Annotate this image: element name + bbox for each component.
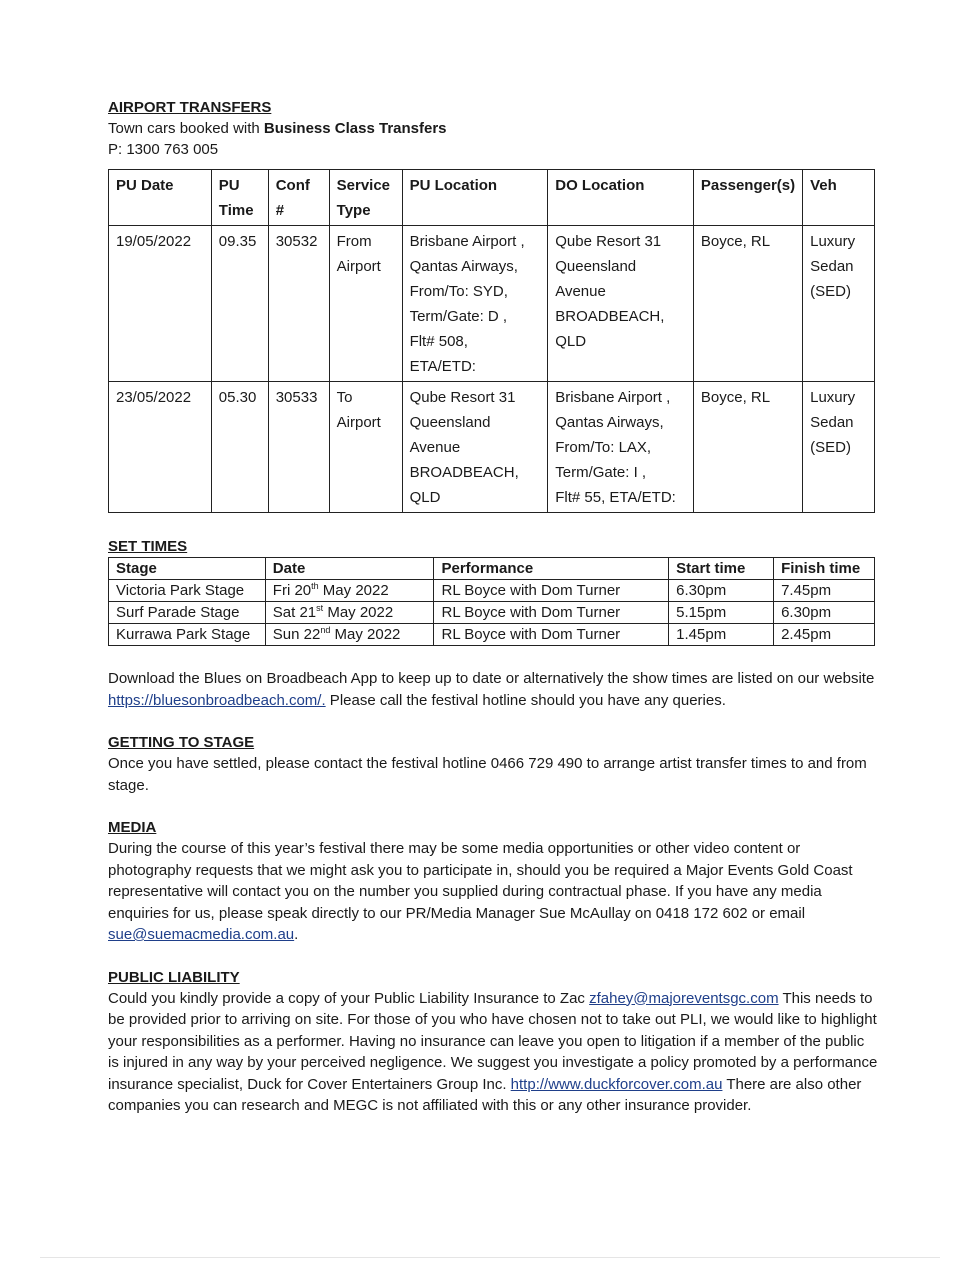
public-liability-text: Could you kindly provide a copy of your Public Liability Insurance to Zac zfahey@majoreventsgc.com This needs to be provided prior to arriving on site. For those of you who have chosen not to take out PLI, we would like to highlight your responsibilities as a performer. Having no insurance can leave you open to litigation if a member of the public is injured in any way by your perceived negligence. We suggest you investigate a policy promoted by a performance insurance specialist, Duck for Cover Entertainers Group Inc. http://www.duckforcover.com.au There are also other companies you can research and MEGC is not affiliated with this or any other insurance provider. (108, 989, 878, 1114)
table-row (109, 580, 875, 602)
duck-for-cover-link[interactable]: http://www.duckforcover.com.au (510, 1075, 723, 1093)
pu-location: Qube Resort 31 Queensland Avenue BROADBEACH, QLD (402, 382, 548, 513)
column-header: PU Time (211, 170, 268, 226)
finish-time: 6.30pm (774, 602, 875, 624)
stage: Kurrawa Park Stage (109, 624, 266, 646)
column-header: Performance (434, 558, 669, 580)
finish-time: 7.45pm (774, 580, 875, 602)
column-header: PU Location (402, 170, 548, 226)
page-bottom-divider (40, 1257, 940, 1258)
column-header: DO Location (548, 170, 694, 226)
do-location: Brisbane Airport , Qantas Airways, From/To: LAX, Term/Gate: I , Flt# 55, ETA/ETD: (548, 382, 694, 513)
finish-time: 2.45pm (774, 624, 875, 646)
column-header: Service Type (329, 170, 402, 226)
table-header-row (109, 558, 875, 580)
vehicle: Luxury Sedan (SED) (803, 226, 875, 382)
table-row (109, 226, 875, 382)
column-header: Date (265, 558, 434, 580)
stage: Surf Parade Stage (109, 602, 266, 624)
download-paragraph: Download the Blues on Broadbeach App to keep up to date or alternatively the show times are listed on our website https://bluesonbroadbeach.com/. Please call the festival hotline should you have any queries. (108, 670, 875, 709)
document-page (108, 98, 878, 1117)
column-header: Veh (803, 170, 875, 226)
column-header: PU Date (109, 170, 212, 226)
start-time: 5.15pm (669, 602, 774, 624)
table-row (109, 624, 875, 646)
do-location: Qube Resort 31 Queensland Avenue BROADBEACH, QLD (548, 226, 694, 382)
pu-time: 05.30 (211, 382, 268, 513)
pu-date: 23/05/2022 (109, 382, 212, 513)
performance: RL Boyce with Dom Turner (434, 602, 669, 624)
airport-transfers-table (108, 169, 875, 513)
conf-number: 30533 (268, 382, 329, 513)
getting-to-stage-heading: GETTING TO STAGE (108, 734, 255, 751)
media-text: During the course of this year’s festival there may be some media opportunities or other video content or photography requests that we might ask you to participate in, should you be required a Major Events Gold Coast representative will contact you on the number you supplied during contractual phase. If you have any media enquiries for us, please speak directly to our PR/Media Manager Sue McAullay on 0418 172 602 or email sue@suemacmedia.com.au. (108, 840, 853, 943)
passengers: Boyce, RL (693, 226, 802, 382)
media-section (108, 818, 878, 946)
transfer-company-line: Town cars booked with Business Class Transfers (108, 120, 447, 137)
column-header: Finish time (774, 558, 875, 580)
pu-date: 19/05/2022 (109, 226, 212, 382)
passengers: Boyce, RL (693, 382, 802, 513)
column-header: Passenger(s) (693, 170, 802, 226)
table-header-row (109, 170, 875, 226)
festival-website-link[interactable]: https://bluesonbroadbeach.com/. (108, 691, 326, 709)
conf-number: 30532 (268, 226, 329, 382)
service-type: To Airport (329, 382, 402, 513)
column-header: Start time (669, 558, 774, 580)
public-liability-heading: PUBLIC LIABILITY (108, 968, 240, 986)
liability-email-link[interactable]: zfahey@majoreventsgc.com (589, 989, 779, 1007)
service-type: From Airport (329, 226, 402, 382)
start-time: 6.30pm (669, 580, 774, 602)
getting-to-stage-text: Once you have settled, please contact the festival hotline 0466 729 490 to arrange artist transfer times to and from stage. (108, 755, 867, 794)
start-time: 1.45pm (669, 624, 774, 646)
stage: Victoria Park Stage (109, 580, 266, 602)
vehicle: Luxury Sedan (SED) (803, 382, 875, 513)
pu-time: 09.35 (211, 226, 268, 382)
date: Fri 20th May 2022 (265, 580, 434, 602)
table-row (109, 382, 875, 513)
column-header: Stage (109, 558, 266, 580)
pu-location: Brisbane Airport , Qantas Airways, From/To: SYD, Term/Gate: D , Flt# 508, ETA/ETD: (402, 226, 548, 382)
performance: RL Boyce with Dom Turner (434, 580, 669, 602)
transfer-company-name: Business Class Transfers (263, 120, 447, 137)
set-times-table (108, 557, 875, 646)
date: Sat 21st May 2022 (265, 602, 434, 624)
getting-to-stage-section (108, 733, 878, 796)
transfer-phone: P: 1300 763 005 (108, 141, 219, 158)
date: Sun 22nd May 2022 (265, 624, 434, 646)
media-email-link[interactable]: sue@suemacmedia.com.au (108, 926, 295, 943)
column-header: Conf # (268, 170, 329, 226)
set-times-heading: SET TIMES (108, 538, 188, 555)
media-heading: MEDIA (108, 819, 157, 836)
airport-transfers-heading: AIRPORT TRANSFERS (108, 99, 272, 116)
performance: RL Boyce with Dom Turner (434, 624, 669, 646)
table-row (109, 602, 875, 624)
public-liability-section (108, 968, 878, 1117)
